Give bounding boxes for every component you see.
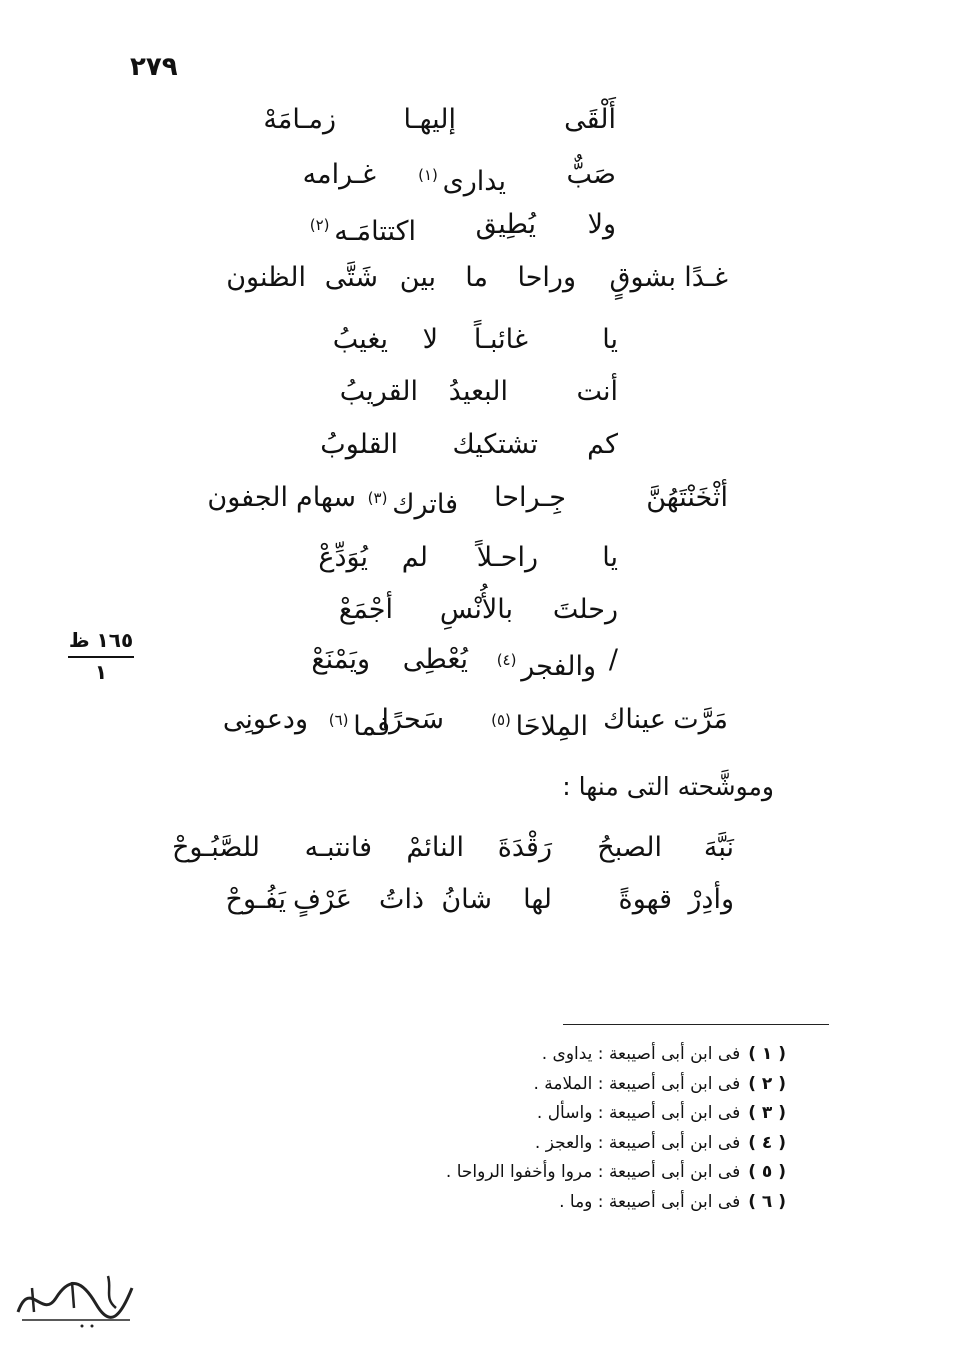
footnote-number: ( ١ ) (748, 1044, 786, 1064)
footnote-number: ( ٥ ) (748, 1162, 786, 1182)
footnote-separator (563, 1024, 829, 1025)
poem1-word: / (608, 644, 618, 675)
footnote-item (446, 1188, 786, 1218)
poem1-line (18, 425, 618, 465)
poem1-line (18, 538, 618, 578)
poem1-word: والفجر $^{(٤)}$ (496, 651, 596, 682)
poem1-word: يا (602, 542, 618, 573)
poem2-line (134, 880, 734, 920)
poem1-word: شَتَّى (324, 262, 378, 293)
poem1-word: يا (602, 324, 618, 355)
poem1-word: سهام (295, 482, 356, 513)
poem2-word: رَقْدَةَ (497, 832, 552, 863)
poem2-word: شانُ (441, 884, 492, 915)
poem2-word: عَرْفٍ (293, 884, 352, 915)
poem1-word: جِـراحا (494, 482, 566, 513)
poem2-word: قهوةً (618, 884, 672, 915)
poem1-line (16, 205, 616, 245)
poem1-line (16, 155, 616, 195)
poem1-line (128, 478, 728, 518)
margin-folio-note (68, 628, 134, 684)
poem1-line (16, 100, 616, 140)
poem1-word: راحـلاً (476, 542, 538, 573)
poem1-line (18, 320, 618, 360)
poem1-word: تشتكيك (452, 429, 538, 460)
footnote-text: فى ابن أبى أصيبعة : واسأل . (536, 1103, 741, 1123)
footnote-number: ( ٣ ) (748, 1103, 786, 1123)
footnote-item (446, 1099, 786, 1129)
margin-folio-top: ١٦٥ ظ (68, 628, 134, 658)
poem1-word: أنت (576, 376, 618, 407)
footnote-number: ( ٤ ) (748, 1132, 786, 1153)
poem1-word: زمـامَهْ (263, 104, 336, 135)
footnote-marker: (١) (418, 166, 443, 184)
footnote-item (446, 1129, 786, 1159)
poem1-word: غـدًا (684, 262, 728, 293)
poem1-word: يغيبُ (332, 324, 388, 355)
poem1-word: بين (399, 262, 436, 293)
footnotes (446, 1040, 786, 1217)
poem1-word: صَبٌّ (566, 159, 616, 190)
footnote-text: فى ابن أبى أصيبعة : مروا وأخفوا الرواحا . (445, 1162, 741, 1182)
poem1-word: ويَمْنَعْ (311, 644, 370, 675)
poem1-word: بشوقٍ (609, 262, 676, 293)
stamp-calligraphy-icon (12, 1268, 138, 1332)
poem1-word: يدارى $^{(١)}$ (418, 166, 506, 197)
footnote-text: فى ابن أبى أصيبعة : والعجز . (534, 1132, 741, 1153)
poem1-word: فاترك $^{(٣)}$ (367, 489, 458, 520)
poem2-word: النائمْ (406, 832, 464, 863)
poem1-word: غـرامه (302, 159, 376, 190)
poem1-word: لم (401, 542, 428, 573)
footnote-text: فى ابن أبى أصيبعة : الملامة . (533, 1073, 741, 1094)
poem1-word: رحلتَ (552, 594, 618, 625)
poem1-line (128, 258, 728, 298)
poem2-word: نَبَّهَ (703, 832, 734, 863)
poem1-word: المِلاحَا $^{(٥)}$ (491, 711, 588, 742)
poem1-word: لا (422, 324, 438, 355)
footnote-marker: (٤) (496, 651, 522, 669)
poem1-line (128, 700, 728, 740)
poem1-word: اكتتامَـه $^{(٢)}$ (309, 216, 416, 247)
poem2-word: للصَّبُـوحْ (171, 832, 260, 863)
poem1-word: يُعْطِى (402, 644, 468, 675)
poem1-word: سَحرًا (381, 704, 444, 735)
poem1-word: عيناك (603, 704, 666, 735)
poem1-word: غائبـاً (473, 324, 528, 355)
poem2-word: فانتبـه (304, 832, 372, 863)
poem1-word: القريبُ (339, 376, 418, 407)
intro-line: وموشَّحته التى منها : (562, 772, 774, 801)
footnote-number: ( ٢ ) (748, 1073, 786, 1094)
poem1-word: الجفون (207, 482, 288, 513)
poem1-word: إليهـا (403, 104, 456, 135)
poem1-word: مَرَّت (673, 704, 728, 735)
footnote-item (446, 1070, 786, 1100)
poem1-word: أَلْقَى (564, 104, 616, 135)
poem2-line (134, 828, 734, 868)
poem1-word: القلوبُ (320, 429, 398, 460)
poem1-word: يُطِيق (475, 209, 536, 240)
poem2-word: ذاتُ (379, 884, 424, 915)
poem1-word: ما (465, 262, 488, 293)
footnote-marker: (٣) (367, 489, 393, 507)
poem1-word: كم (587, 429, 618, 460)
footnote-marker: (٥) (491, 711, 516, 729)
footnote-marker: (٢) (309, 216, 335, 234)
poem2-word: وأدِرْ (688, 884, 734, 915)
poem1-word: أجْمَعْ (338, 594, 393, 625)
margin-folio-bottom: ١ (94, 660, 108, 684)
poem1-word: ودعونِى (222, 704, 308, 735)
poem2-word: الصبحُ (597, 832, 662, 863)
poem1-line (18, 372, 618, 412)
poem1-word: البعيدُ (448, 376, 508, 407)
library-stamp (12, 1268, 138, 1332)
poem1-word: يُوَدِّعْ (318, 542, 368, 573)
footnote-number: ( ٦ ) (748, 1191, 786, 1212)
footnote-text: فى ابن أبى أصيبعة : يداوى . (541, 1044, 741, 1064)
footnote-item (446, 1158, 786, 1188)
page-number: ٢٧٩ (130, 52, 178, 82)
poem2-word: يَفُـوحْ (225, 884, 286, 915)
poem1-line (18, 590, 618, 630)
poem2-word: لها (523, 884, 552, 915)
poem1-word: الظنون (226, 262, 306, 293)
poem1-word: أثْخَنْتَهُنَّ (646, 482, 728, 513)
footnote-item (446, 1040, 786, 1070)
poem1-word: فما $^{(٦)}$ (328, 711, 390, 742)
poem1-word: ولا (587, 209, 616, 240)
footnote-marker: (٦) (328, 711, 354, 729)
poem1-word: بالأُنْسِ (439, 594, 513, 625)
footnote-text: فى ابن أبى أصيبعة : وما . (559, 1191, 741, 1212)
poem1-word: وراحا (517, 262, 576, 293)
